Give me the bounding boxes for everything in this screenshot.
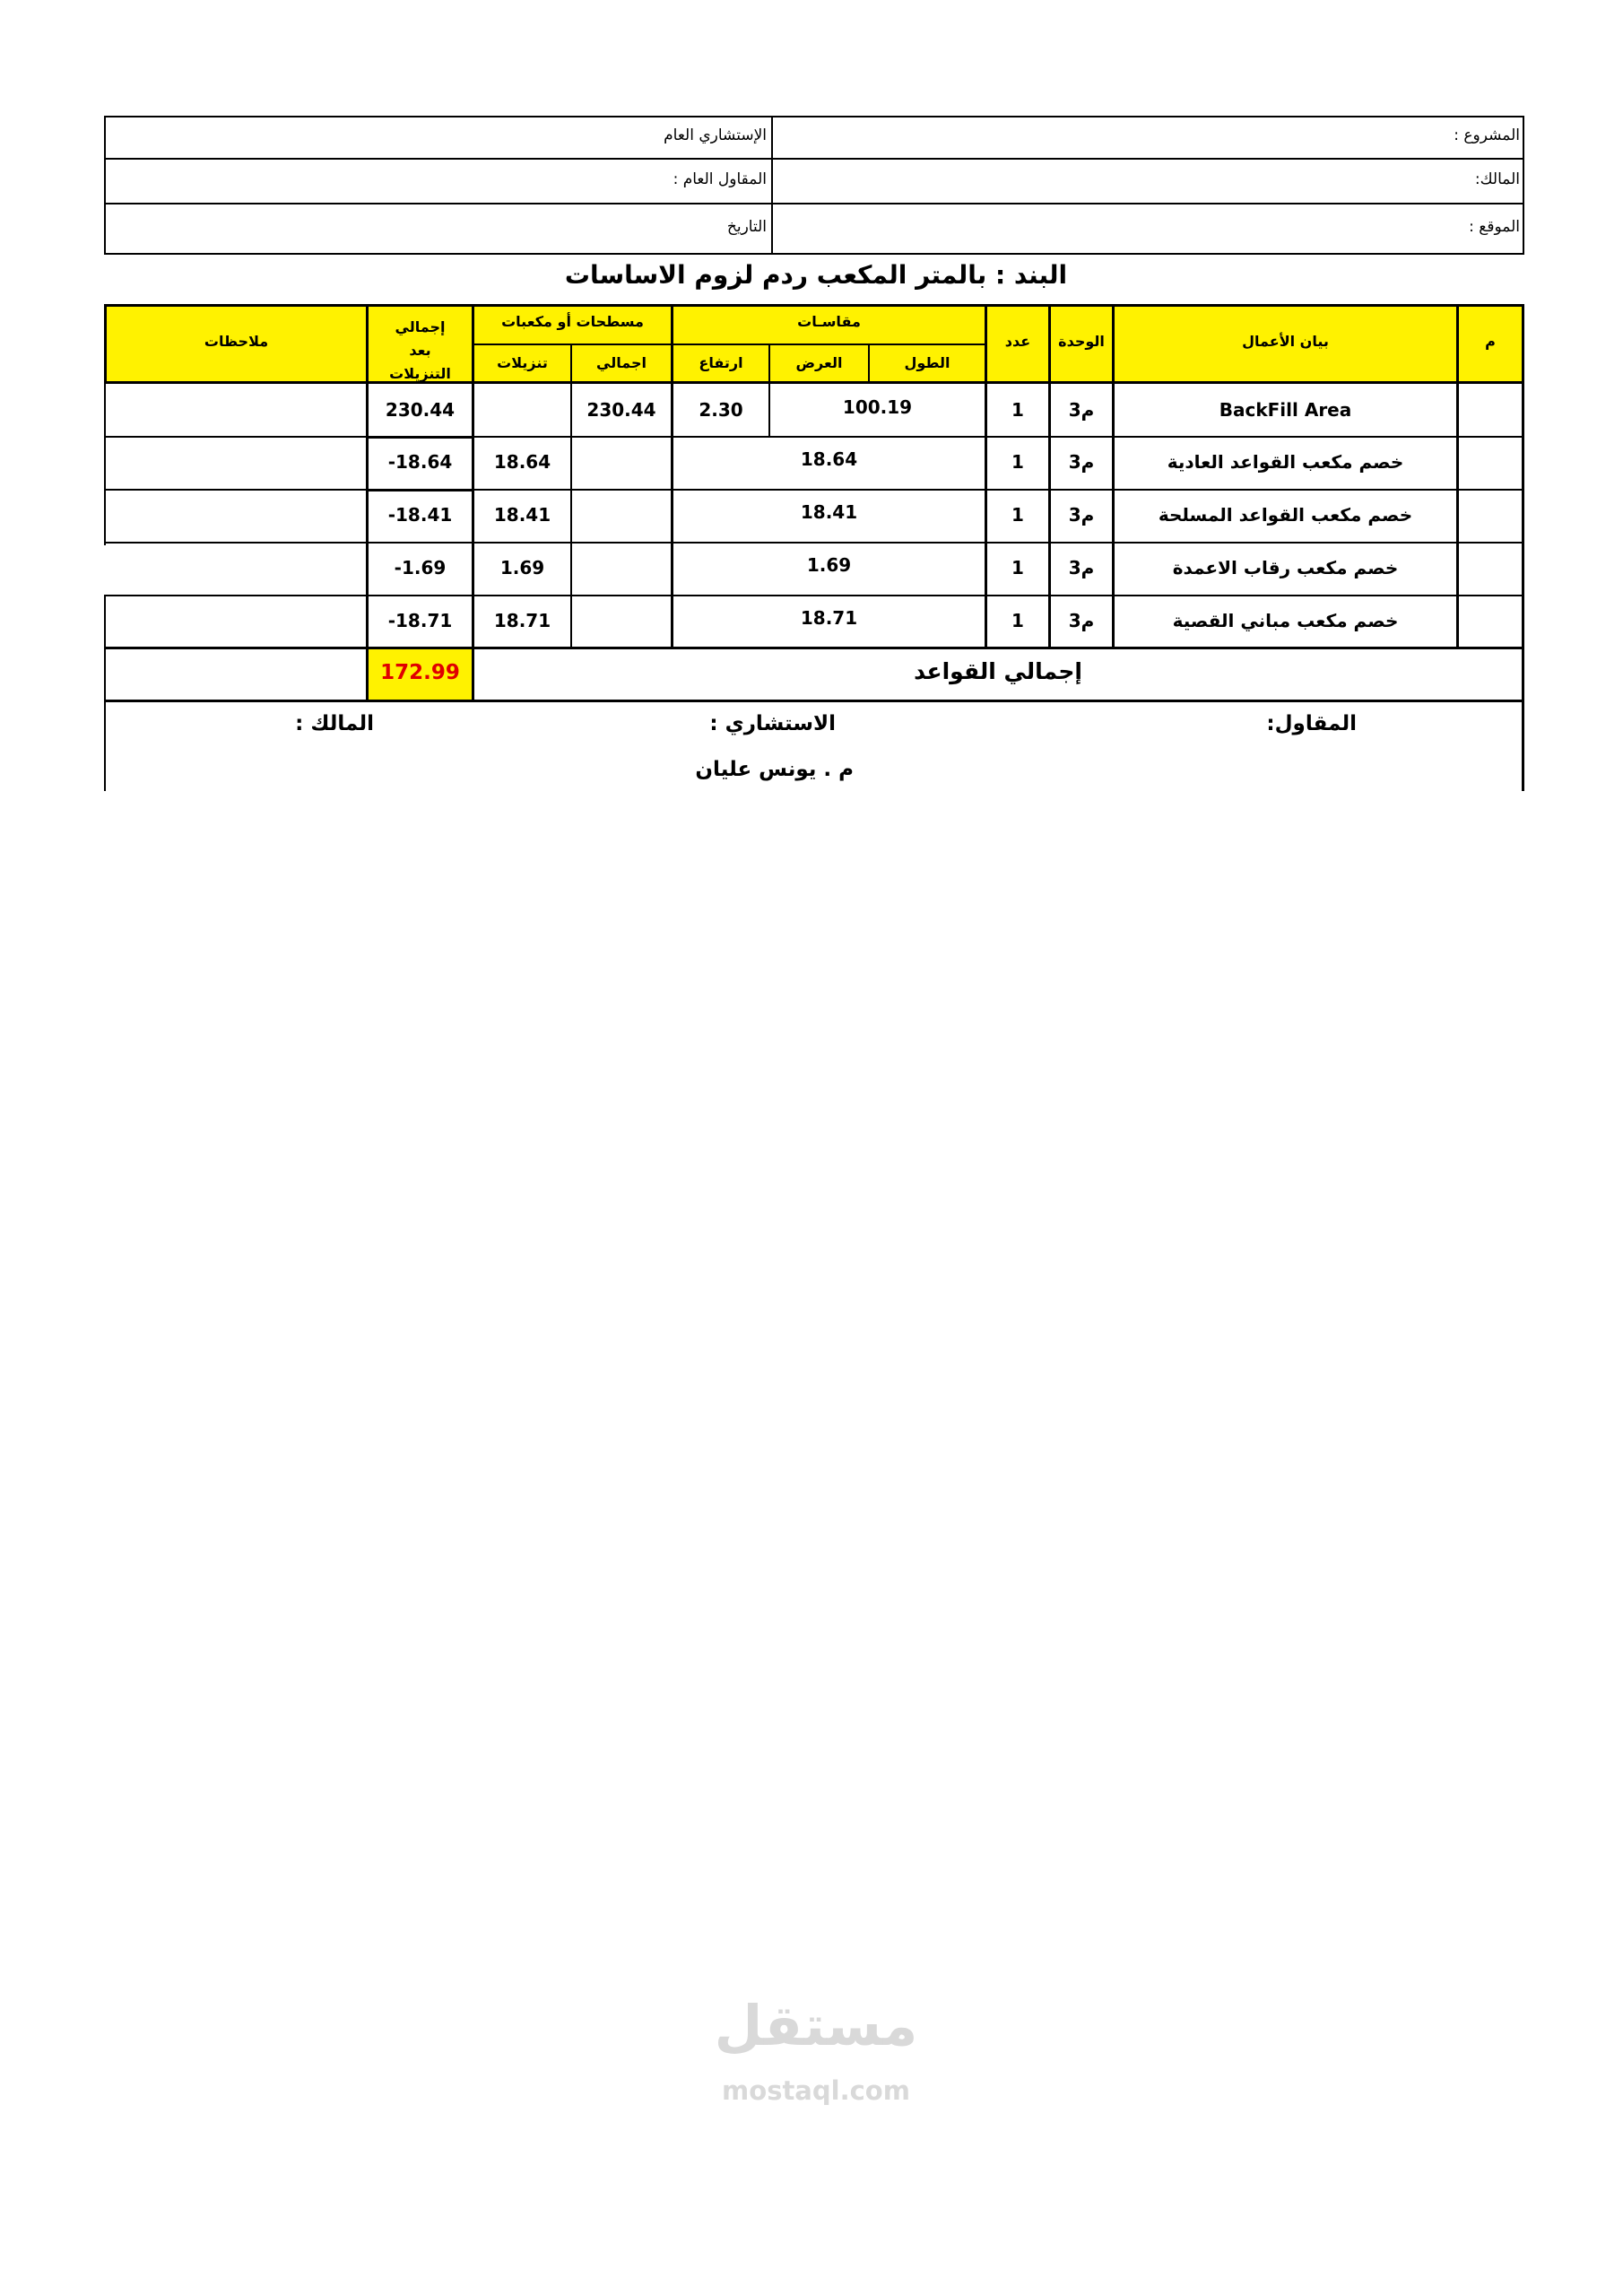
consultant-label: الإستشاري العام bbox=[664, 126, 767, 144]
row3-description: خصم مكعب القواعد المسلحة bbox=[1158, 504, 1413, 526]
grand-total-value: 172.99 bbox=[380, 661, 460, 684]
row4-unit: م3 bbox=[1068, 557, 1095, 578]
row2-deductions: 18.64 bbox=[493, 451, 551, 473]
header-description: بيان الأعمال bbox=[1242, 333, 1329, 350]
row2-total-after: -18.64 bbox=[387, 451, 453, 473]
row1-unit: م3 bbox=[1068, 399, 1095, 421]
row4-total-after: -1.69 bbox=[394, 557, 447, 578]
location-label: الموقع : bbox=[1469, 218, 1520, 236]
row1-count: 1 bbox=[1011, 399, 1024, 421]
row2-dims: 18.64 bbox=[800, 448, 858, 470]
row5-description: خصم مكعب مباني القصية bbox=[1172, 610, 1399, 631]
signature-contractor: المقاول: bbox=[1266, 712, 1357, 735]
row4-count: 1 bbox=[1011, 557, 1024, 578]
row5-dims: 18.71 bbox=[800, 607, 858, 629]
row1-total: 230.44 bbox=[586, 399, 656, 421]
owner-label: المالك: bbox=[1474, 170, 1520, 188]
watermark-logo: مستقل bbox=[714, 1993, 918, 2058]
row1-total-after: 230.44 bbox=[385, 399, 456, 421]
row2-unit: م3 bbox=[1068, 451, 1095, 473]
info-box bbox=[104, 116, 1524, 255]
header-notes: ملاحظات bbox=[204, 333, 269, 350]
header-count: عدد bbox=[1004, 333, 1031, 350]
signature-owner: المالك : bbox=[295, 712, 374, 735]
row5-total-after: -18.71 bbox=[387, 610, 453, 631]
header-total-after: إجمالي بعد التنزيلات bbox=[389, 318, 451, 382]
row3-total-after: -18.41 bbox=[387, 504, 453, 526]
row3-unit: م3 bbox=[1068, 504, 1095, 526]
row2-description: خصم مكعب القواعد العادية bbox=[1167, 451, 1404, 473]
row2-count: 1 bbox=[1011, 451, 1024, 473]
row1-height: 2.30 bbox=[699, 399, 743, 421]
project-label: المشروع : bbox=[1454, 126, 1520, 144]
row1-description: BackFill Area bbox=[1219, 399, 1352, 421]
header-deductions: تنزيلات bbox=[497, 354, 548, 371]
header-m: م bbox=[1485, 333, 1496, 350]
row3-deductions: 18.41 bbox=[493, 504, 551, 526]
grand-total-label: إجمالي القواعد bbox=[914, 658, 1082, 684]
row5-count: 1 bbox=[1011, 610, 1024, 631]
header-total: اجمالي bbox=[596, 354, 647, 371]
row4-dims: 1.69 bbox=[806, 554, 852, 576]
header-height: ارتفاع bbox=[699, 354, 743, 371]
header-unit: الوحدة bbox=[1058, 333, 1105, 350]
watermark-url: mostaql.com bbox=[722, 2075, 910, 2106]
header-areas-volumes: مسطحات أو مكعبات bbox=[501, 313, 644, 330]
signature-engineer: م . يونس عليان bbox=[695, 758, 854, 781]
general-contractor-label: المقاول العام : bbox=[673, 170, 767, 188]
row5-deductions: 18.71 bbox=[493, 610, 551, 631]
row5-unit: م3 bbox=[1068, 610, 1095, 631]
row3-count: 1 bbox=[1011, 504, 1024, 526]
header-dimensions: مقاسـات bbox=[797, 313, 861, 330]
header-width: العرض bbox=[795, 354, 843, 371]
header-length: الطول bbox=[904, 354, 950, 371]
row3-dims: 18.41 bbox=[800, 501, 858, 523]
row1-dims: 100.19 bbox=[842, 396, 913, 418]
page-title: البند : بالمتر المكعب ردم لزوم الاساسات bbox=[564, 260, 1068, 290]
row4-deductions: 1.69 bbox=[499, 557, 545, 578]
signature-consultant: الاستشاري : bbox=[709, 712, 836, 735]
row4-description: خصم مكعب رقاب الاعمدة bbox=[1172, 557, 1399, 578]
date-label: التاريخ bbox=[726, 218, 767, 236]
